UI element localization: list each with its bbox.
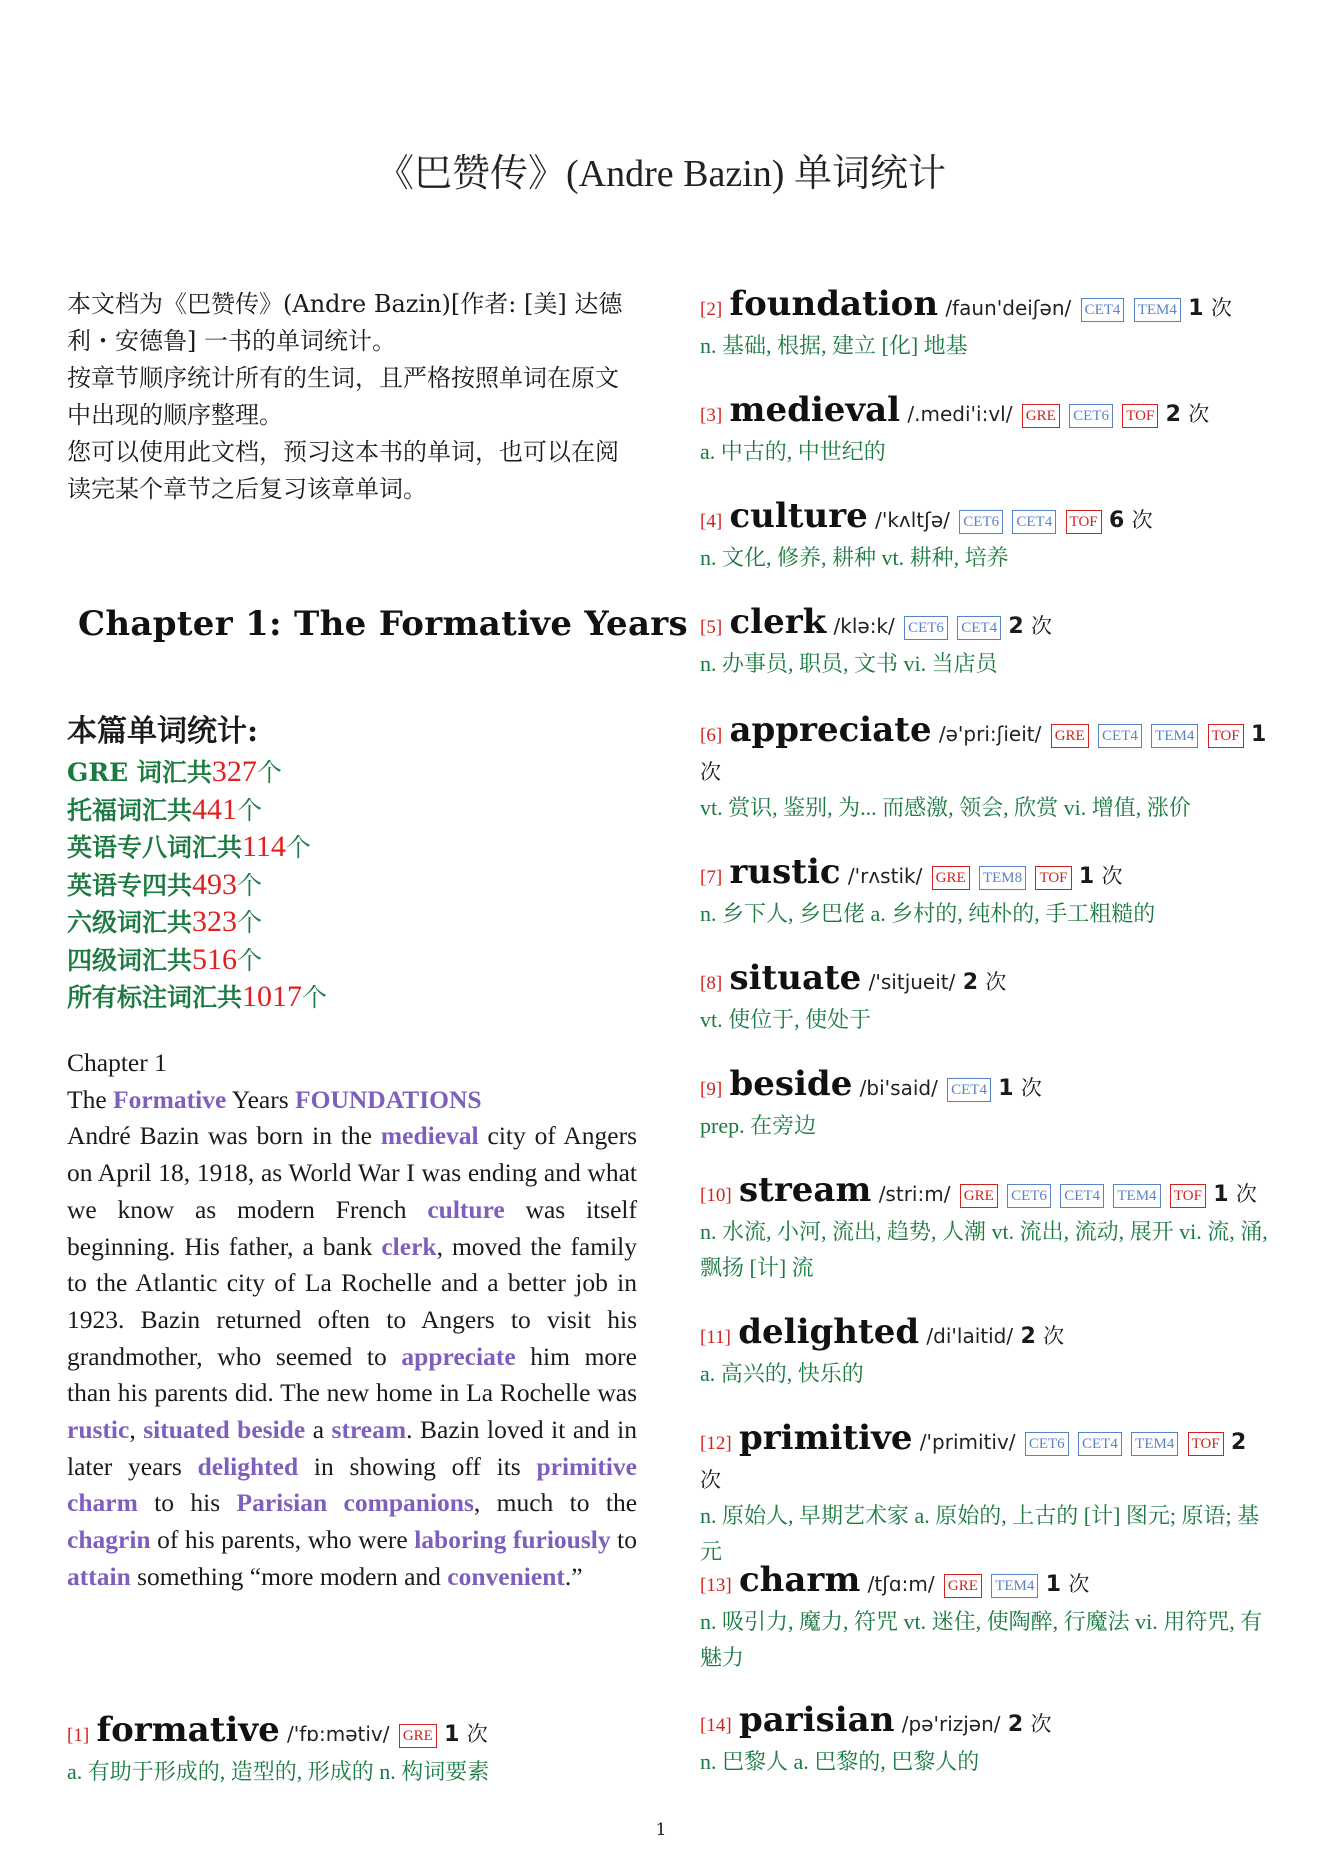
entry-word: charm: [738, 1560, 861, 1600]
vocab-entry: [700, 854, 1272, 932]
entry-word: delighted: [738, 1312, 920, 1352]
entry-times-label: 次: [1131, 508, 1153, 532]
stat-row: 六级词汇共323个: [67, 905, 263, 938]
exam-tag: TEM4: [1113, 1184, 1160, 1208]
entry-count: 2: [1007, 1712, 1024, 1737]
vocab-entry-head: [700, 712, 1272, 790]
exam-tag: TEM4: [991, 1574, 1038, 1598]
entry-count: 1: [998, 1076, 1014, 1101]
entry-definition: n. 水流, 小河, 流出, 趋势, 人潮 vt. 流出, 流动, 展开 vi. 流, 涌, 飘扬 [计] 流: [700, 1219, 1268, 1280]
vocab-entry: [67, 1712, 639, 1790]
page-number: 1: [655, 1820, 667, 1840]
entry-times-label: 次: [1043, 1324, 1065, 1348]
entry-times-label: 次: [1235, 1182, 1257, 1206]
exam-tag: CET6: [1069, 404, 1113, 428]
entry-times-label: 次: [1101, 864, 1123, 888]
vocab-entry: [700, 960, 1272, 1038]
exam-tag: TEM4: [1134, 298, 1181, 322]
entry-phonetic: /'rʌstik/: [847, 864, 923, 888]
passage-body: André Bazin was born in the medieval city of Angers on April 18, 1918, as World War I was ending and what we know as modern French culture was itself beginning. His father, a bank clerk, moved the family to the Atlantic city of La Rochelle and a better job in 1923. Bazin returned often to Angers to visit his grandmother, who seemed to appreciate him more than his parents did. The new home in La Rochelle was rustic, situated beside a stream. Bazin loved it and in later years delighted in showing off its primitive charm to his Parisian companions, much to the chagrin of his parents, who were laboring furiously to attain something “more modern and convenient.”: [67, 1121, 638, 1591]
vocab-entry-head: [700, 1420, 1272, 1498]
exam-tag: CET6: [959, 510, 1003, 534]
entry-definition: n. 文化, 修养, 耕种 vt. 耕种, 培养: [700, 545, 1009, 570]
vocab-entry: [700, 392, 1272, 470]
exam-tag: TOF: [1170, 1184, 1206, 1208]
entry-index: [3]: [700, 405, 723, 426]
entry-times-label: 次: [1020, 1076, 1042, 1100]
exam-tag: CET4: [957, 616, 1001, 640]
exam-tag: GRE: [932, 866, 970, 890]
entry-count: 1: [1188, 296, 1204, 321]
entry-phonetic: /'fɒ:mətiv/: [287, 1722, 390, 1746]
document-title: 《巴赞传》(Andre Bazin) 单词统计: [376, 153, 946, 195]
entry-count: 1: [1045, 1572, 1061, 1597]
entry-definition: n. 原始人, 早期艺术家 a. 原始的, 上古的 [计] 图元; 原语; 基元: [700, 1503, 1260, 1564]
entry-definition: vt. 使位于, 使处于: [700, 1007, 872, 1032]
intro-line: 本文档为《巴赞传》(Andre Bazin)[作者: [美] 达德利・安德鲁] 一书的单词统计。: [67, 290, 623, 355]
word-stats: [67, 712, 637, 1017]
exam-tag: TOF: [1122, 404, 1158, 428]
entry-times-label: 次: [700, 760, 721, 784]
stats-title: 本篇单词统计:: [67, 714, 259, 749]
entry-word: stream: [738, 1170, 872, 1210]
vocab-entry-head: [67, 1712, 639, 1754]
intro-text: [67, 286, 637, 508]
entry-word: beside: [729, 1064, 853, 1104]
entry-phonetic: /tʃɑ:m/: [867, 1572, 935, 1596]
entry-count: 1: [444, 1722, 460, 1747]
entry-word: parisian: [738, 1700, 895, 1740]
entry-count: 2: [1020, 1324, 1036, 1349]
entry-word: primitive: [738, 1418, 913, 1458]
entry-count: 6: [1108, 508, 1125, 533]
entry-count: 2: [962, 970, 978, 995]
vocab-entry: [700, 286, 1272, 364]
stat-row: 四级词汇共516个: [67, 942, 263, 976]
entry-definition: a. 中古的, 中世纪的: [700, 439, 886, 464]
vocab-entry: [700, 1702, 1272, 1780]
entry-definition: prep. 在旁边: [700, 1113, 817, 1138]
entry-count: 1: [1078, 864, 1095, 889]
entry-index: [6]: [700, 725, 723, 746]
vocab-entry: [700, 604, 1272, 682]
vocab-entry: [700, 1420, 1272, 1570]
exam-tag: CET6: [904, 616, 948, 640]
entry-phonetic: /'sitjueit/: [868, 970, 956, 994]
entry-times-label: 次: [1030, 1712, 1052, 1736]
chapter-heading: Chapter 1: The Formative Years: [78, 604, 688, 644]
entry-definition: n. 吸引力, 魔力, 符咒 vt. 迷住, 使陶醉, 行魔法 vi. 用符咒, 有魅力: [700, 1609, 1263, 1670]
entry-times-label: 次: [466, 1722, 488, 1746]
stat-row: 英语专四共493个: [67, 867, 263, 901]
vocab-entry-head: [700, 1172, 1272, 1214]
entry-word: situate: [729, 958, 862, 998]
exam-tag: GRE: [944, 1574, 982, 1598]
stat-row: 所有标注词汇共1017个: [67, 980, 328, 1013]
vocab-entry: [700, 1314, 1272, 1392]
entry-phonetic: /'kʌltʃə/: [875, 508, 950, 532]
entry-definition: vt. 赏识, 鉴别, 为... 而感激, 领会, 欣赏 vi. 增值, 涨价: [700, 795, 1191, 820]
entry-index: [5]: [700, 617, 723, 638]
exam-tag: CET6: [1007, 1184, 1051, 1208]
vocab-entry: [700, 712, 1272, 826]
entry-definition: n. 基础, 根据, 建立 [化] 地基: [700, 333, 968, 358]
passage-subtitle: The Formative Years FOUNDATIONS: [67, 1084, 482, 1114]
entry-phonetic: /ə'pri:ʃieit/: [938, 722, 1042, 746]
entry-index: [8]: [700, 973, 723, 994]
entry-count: 2: [1008, 614, 1024, 639]
vocab-entry-head: [700, 604, 1272, 646]
entry-word: rustic: [729, 852, 841, 892]
entry-times-label: 次: [1188, 402, 1210, 426]
vocab-entry-head: [700, 1562, 1272, 1604]
entry-phonetic: /klə:k/: [833, 614, 895, 638]
entry-definition: a. 高兴的, 快乐的: [700, 1361, 864, 1386]
exam-tag: GRE: [960, 1184, 998, 1208]
entry-phonetic: /faun'deiʃən/: [945, 296, 1072, 320]
entry-index: [1]: [67, 1725, 90, 1746]
entry-index: [9]: [700, 1079, 723, 1100]
entry-index: [10]: [700, 1185, 732, 1206]
vocab-entry: [700, 1562, 1272, 1676]
entry-definition: a. 有助于形成的, 造型的, 形成的 n. 构词要素: [67, 1759, 490, 1784]
exam-tag: GRE: [399, 1724, 437, 1748]
entry-word: formative: [96, 1710, 280, 1750]
entry-phonetic: /.medi'i:vl/: [907, 402, 1013, 426]
entry-times-label: 次: [1031, 614, 1053, 638]
entry-word: medieval: [729, 390, 901, 430]
exam-tag: GRE: [1022, 404, 1060, 428]
entry-word: foundation: [729, 284, 939, 324]
entry-phonetic: /'primitiv/: [919, 1430, 1016, 1454]
exam-tag: CET4: [1012, 510, 1056, 534]
exam-tag: CET6: [1025, 1432, 1069, 1456]
entry-word: clerk: [729, 602, 827, 642]
entry-index: [7]: [700, 867, 723, 888]
entry-definition: n. 巴黎人 a. 巴黎的, 巴黎人的: [700, 1749, 980, 1774]
entry-phonetic: /stri:m/: [878, 1182, 951, 1206]
entry-index: [11]: [700, 1327, 731, 1348]
entry-times-label: 次: [985, 970, 1007, 994]
entry-count: 1: [1251, 722, 1267, 747]
vocab-entry: [700, 498, 1272, 576]
passage-chapter-label: Chapter 1: [67, 1048, 167, 1077]
entry-definition: n. 办事员, 职员, 文书 vi. 当店员: [700, 651, 998, 676]
entry-times-label: 次: [700, 1468, 721, 1492]
exam-tag: CET4: [1060, 1184, 1104, 1208]
entry-times-label: 次: [1210, 296, 1232, 320]
entry-index: [12]: [700, 1433, 732, 1454]
exam-tag: CET4: [1098, 724, 1142, 748]
stat-row: 英语专八词汇共114个: [67, 830, 311, 863]
entry-index: [2]: [700, 299, 723, 320]
entry-index: [13]: [700, 1575, 732, 1596]
entry-count: 2: [1231, 1430, 1247, 1455]
exam-tag: TOF: [1188, 1432, 1224, 1456]
exam-tag: CET4: [1078, 1432, 1122, 1456]
vocab-entry: [700, 1066, 1272, 1144]
stat-row: 托福词汇共441个: [67, 792, 263, 826]
vocab-entry-head: [700, 1314, 1272, 1356]
entry-word: appreciate: [729, 710, 932, 750]
entry-count: 2: [1165, 402, 1181, 427]
entry-times-label: 次: [1068, 1572, 1090, 1596]
chapter-passage: [67, 1045, 637, 1596]
exam-tag: TOF: [1066, 510, 1102, 534]
vocab-entry-head: [700, 392, 1272, 434]
exam-tag: CET4: [1081, 298, 1125, 322]
exam-tag: TEM8: [979, 866, 1026, 890]
vocab-entry-head: [700, 286, 1272, 328]
exam-tag: TEM4: [1131, 1432, 1178, 1456]
exam-tag: TOF: [1035, 866, 1071, 890]
vocab-entry-head: [700, 854, 1272, 896]
stat-row: GRE 词汇共327个: [67, 755, 282, 788]
vocab-entry-head: [700, 1066, 1272, 1108]
entry-count: 1: [1213, 1182, 1229, 1207]
exam-tag: TOF: [1208, 724, 1244, 748]
entry-definition: n. 乡下人, 乡巴佬 a. 乡村的, 纯朴的, 手工粗糙的: [700, 901, 1156, 926]
vocab-entry-head: [700, 960, 1272, 1002]
intro-line: 您可以使用此文档，预习这本书的单词，也可以在阅读完某个章节之后复习该章单词。: [67, 438, 619, 503]
exam-tag: GRE: [1051, 724, 1089, 748]
exam-tag: TEM4: [1151, 724, 1198, 748]
vocab-entry-head: [700, 1702, 1272, 1744]
vocab-entry-head: [700, 498, 1272, 540]
intro-line: 按章节顺序统计所有的生词，且严格按照单词在原文中出现的顺序整理。: [67, 364, 619, 429]
entry-word: culture: [729, 496, 868, 536]
entry-index: [4]: [700, 511, 723, 532]
entry-index: [14]: [700, 1715, 732, 1736]
vocab-entry: [700, 1172, 1272, 1286]
entry-phonetic: /bi'said/: [859, 1076, 938, 1100]
entry-phonetic: /di'laitid/: [926, 1324, 1014, 1348]
entry-phonetic: /pə'rizjən/: [901, 1712, 1001, 1736]
exam-tag: CET4: [947, 1078, 991, 1102]
